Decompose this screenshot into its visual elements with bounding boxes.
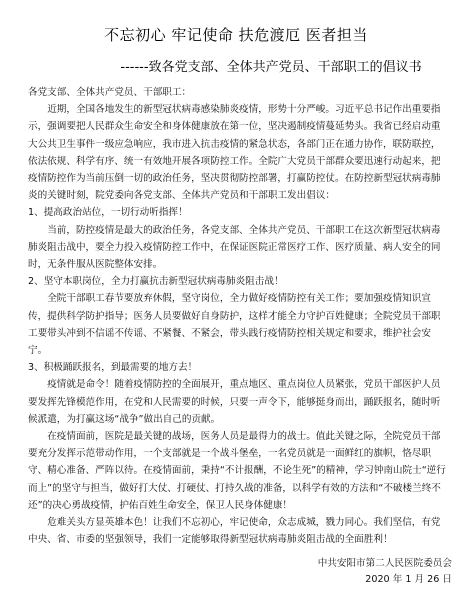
section-heading: 1、提高政治站位，一切行动听指挥！ <box>28 207 188 219</box>
section-heading: 2、坚守本职岗位，全力打赢抗击新型冠状病毒肺炎阻击战！ <box>28 276 284 288</box>
section-heading: 3、积极踊跃报名，到最需要的地方去！ <box>28 362 198 374</box>
document-body <box>28 84 450 548</box>
salutation: 各党支部、全体共产党员、干部职工： <box>28 87 192 98</box>
paragraph: 近期，全国各地发生的新型冠状病毒感染肺炎疫情，形势十分严峻。习近平总书记作出重要指示，强调要把人民群众生命安全和身体健康放在第一位，坚决遏制疫情蔓延势头。我省已经启动重大公共卫生事件一级应急响应，我市进入抗击疫情的紧急状态，各部门正在通力协作，联防联控，依法依规、科学有序、统一有效地开展各项防控工作。全院广大党员干部群众要迅速行动起来，把疫情防控作为当前压倒一切的政治任务，坚决贯彻防控部署，打赢防控仗。在防控新型冠状病毒肺炎的关键时刻，院党委向各党支部、全体共产党员和干部职工发出倡议： <box>28 104 441 202</box>
paragraph: 当前，防控疫情是最大的政治任务，各党支部、全体共产党员、干部职工在这次新型冠状病毒肺炎阻击战中，要全力投入疫情防控工作中，在保证医院正常医疗工作、医疗质量、病人安全的同时，无条件服从医院整体安排。 <box>28 224 441 271</box>
paragraph: 全院干部职工春节要放弃休假，坚守岗位，全力做好疫情防控有关工作；要加强疫情知识宣传，提供科学防护指导；医务人员要做好自身防护，这样才能全力守护百姓健康；全院党员干部职工要带头冲到不信谣不传谣、不紧餐、不紧会，带头践行疫情防控相关规定和要求，维护社会安宁。 <box>28 293 441 357</box>
signature: 中共安阳市第二人民医院委员会 <box>317 558 452 569</box>
date: 2020 年 1 月 26 日 <box>365 574 452 585</box>
paragraph: 疫情就是命令！随着疫情防控的全面展开，重点地区、重点岗位人员紧张，党员干部医护人员要发挥先锋模范作用，在党和人民需要的时候，只要一声令下，能够挺身而出，踊跃报名，随时听候派遣，为打赢这场“战争”做出自己的贡献。 <box>28 379 441 425</box>
paragraph: 在疫情面前，医院是最关键的战场，医务人员是最得力的战士。值此关键之际，全院党员干部要充分发挥示范带动作用，一个支部就是一个战斗堡垒，一名党员就是一面鲜红的旗帜，恪尽职守、精心准备、严阵以待。在疫情面前，秉持“不计报酬，不论生死”的精神，学习钟南山院士“逆行而上”的坚守与担当，做好打大仗、打硬仗、打持久战的准备，以科学有效的方法和“不破楼兰终不还”的决心勇战疫情，护佑百姓生命安全，保卫人民身体健康！ <box>28 431 446 511</box>
paragraph: 危难关头方显英雄本色！让我们不忘初心，牢记使命，众志成城，戮力同心。我们坚信，有党中央、省、市委的坚强领导，我们一定能够取得新型冠状病毒肺炎阻击战的全面胜利！ <box>28 517 441 546</box>
document-title: 不忘初心 牢记使命 扶危渡厄 医者担当 <box>104 26 368 44</box>
signature-block <box>318 556 452 588</box>
document-subtitle: ------致各党支部、全体共产党员、干部职工的倡议书 <box>120 60 422 75</box>
